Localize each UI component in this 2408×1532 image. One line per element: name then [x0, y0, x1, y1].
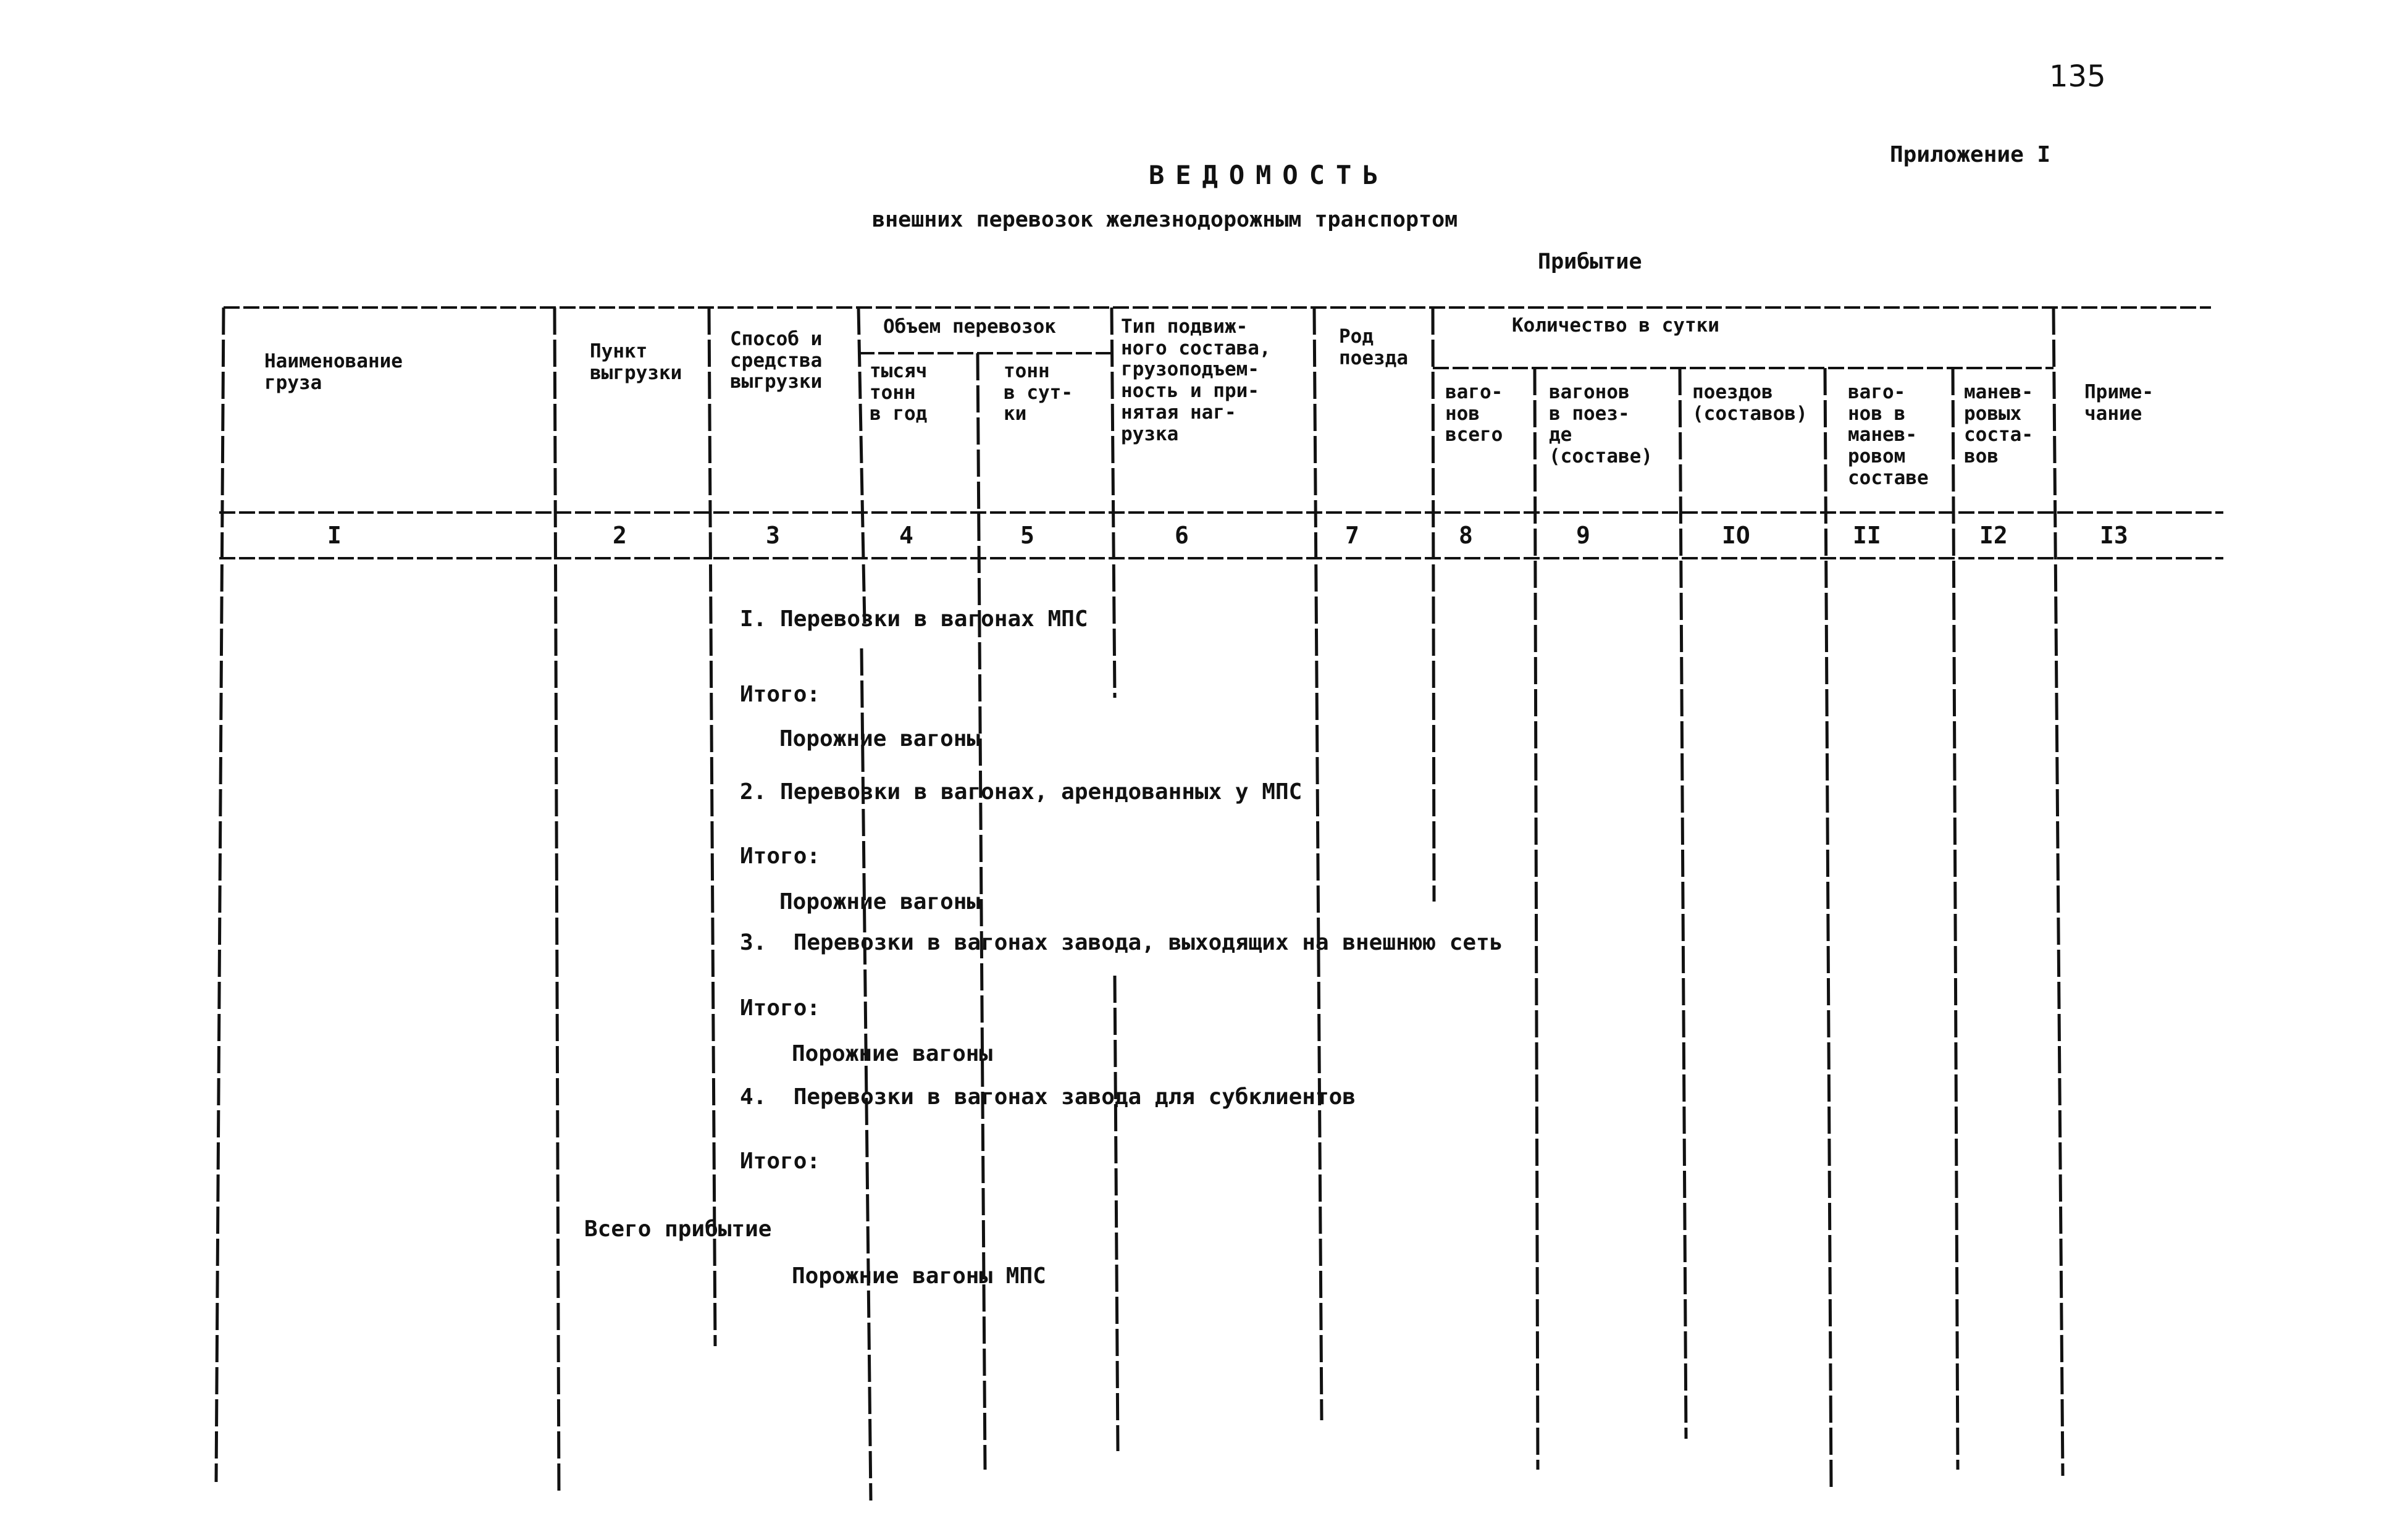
- section-1-total: Итого:: [740, 682, 821, 707]
- section-4-title: 4. Перевозки в вагонах завода для субклиентов: [740, 1084, 1356, 1110]
- header-tons-day: тонн в сут- ки: [1004, 360, 1073, 425]
- column-number-2: 2: [613, 522, 627, 549]
- header-unloading-method: Способ и средства выгрузки: [730, 328, 823, 393]
- section-1-title: I. Перевозки в вагонах МПС: [740, 606, 1088, 632]
- section-4-total: Итого:: [740, 1149, 821, 1174]
- header-transport-volume: Объем перевозок: [883, 316, 1056, 338]
- section-2-empty-wagons: Порожние вагоны: [779, 889, 981, 915]
- column-number-4: 4: [899, 522, 913, 549]
- header-quantity-per-day: Количество в сутки: [1512, 314, 1719, 337]
- grand-total-arrival: Всего прибытие: [584, 1216, 772, 1242]
- header-wagons-per-train: вагонов в поез- де (составе): [1549, 381, 1653, 468]
- header-rolling-stock-type: Тип подвиж- ного состава, грузоподъем- ность и при- нятая наг- рузка: [1121, 316, 1271, 445]
- section-3-empty-wagons: Порожние вагоны: [792, 1041, 993, 1066]
- column-number-13: I3: [2100, 522, 2128, 549]
- header-wagons-total: ваго- нов всего: [1445, 381, 1503, 446]
- column-number-8: 8: [1459, 522, 1473, 549]
- column-number-5: 5: [1020, 522, 1034, 549]
- section-3-total: Итого:: [740, 995, 821, 1021]
- document-title: ВЕДОМОСТЬ: [1149, 160, 1390, 190]
- section-1-empty-wagons: Порожние вагоны: [779, 726, 981, 751]
- header-shunting-trains: манев- ровых соста- вов: [1964, 381, 2033, 468]
- column-number-10: IO: [1722, 522, 1750, 549]
- column-number-11: II: [1853, 522, 1881, 549]
- section-3-title: 3. Перевозки в вагонах завода, выходящих на внешнюю сеть: [740, 930, 1503, 955]
- column-number-6: 6: [1175, 522, 1189, 549]
- column-number-9: 9: [1576, 522, 1590, 549]
- header-wagons-shunting: ваго- нов в манев- ровом составе: [1848, 381, 1929, 489]
- column-number-3: 3: [766, 522, 780, 549]
- grand-total-empty-wagons: Порожние вагоны МПС: [792, 1263, 1046, 1289]
- column-number-12: I2: [1979, 522, 2008, 549]
- header-train-kind: Род поезда: [1339, 325, 1408, 369]
- header-unloading-point: Пункт выгрузки: [590, 340, 682, 384]
- header-note: Приме- чание: [2084, 381, 2154, 425]
- column-number-1: I: [327, 522, 342, 549]
- section-2-total: Итого:: [740, 843, 821, 869]
- column-number-7: 7: [1345, 522, 1359, 549]
- document-subtitle: внешних перевозок железнодорожным транспортом: [872, 207, 1458, 232]
- header-trains: поездов (составов): [1692, 381, 1808, 425]
- section-2-title: 2. Перевозки в вагонах, арендованных у МПС: [740, 779, 1303, 805]
- header-cargo-name: Наименование груза: [264, 350, 403, 394]
- header-thousand-tons-year: тысяч тонн в год: [870, 360, 928, 425]
- section-label: Прибытие: [1538, 249, 1642, 274]
- page-number: 135: [2049, 59, 2106, 94]
- appendix-label: Приложение I: [1890, 142, 2051, 167]
